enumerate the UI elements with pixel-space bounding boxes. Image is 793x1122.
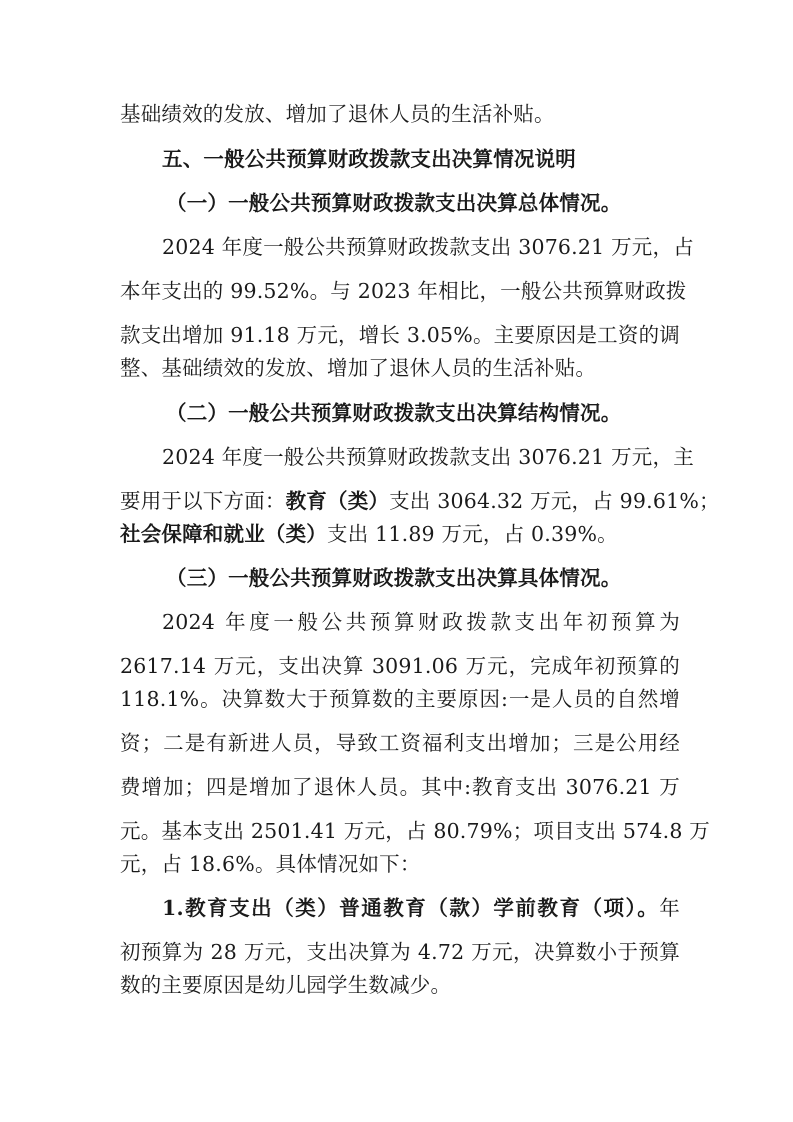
section-heading-5: 五、一般公共预算财政拨款支出决算情况说明 (162, 147, 576, 171)
paragraph-line: 初预算为 28 万元，支出决算为 4.72 万元，决算数小于预算 (120, 940, 680, 964)
paragraph-line (120, 519, 680, 549)
category-social-security: 社会保障和就业（类） (120, 522, 327, 546)
paragraph-line: 数的主要原因是幼儿园学生数减少。 (120, 973, 452, 997)
paragraph-line: 2024 年度一般公共预算财政拨款支出年初预算为 (162, 610, 680, 634)
subsection-heading-2: （二）一般公共预算财政拨款支出决算结构情况。 (166, 401, 622, 425)
paragraph-line: 2617.14 万元，支出决算 3091.06 万元，完成年初预算的 (120, 654, 680, 678)
paragraph-line: 款支出增加 91.18 万元，增长 3.05%。主要原因是工资的调 (120, 323, 680, 347)
subsection-heading-1: （一）一般公共预算财政拨款支出决算总体情况。 (166, 191, 622, 215)
paragraph-line: 2024 年度一般公共预算财政拨款支出 3076.21 万元，主 (162, 445, 694, 469)
text-segment: 年 (659, 896, 680, 920)
paragraph-line: 整、基础绩效的发放、增加了退休人员的生活补贴。 (120, 356, 597, 380)
text-segment: 支出 11.89 万元，占 0.39%。 (327, 522, 618, 546)
paragraph-line (162, 893, 680, 923)
paragraph-line: 元，占 18.6%。具体情况如下： (120, 852, 421, 876)
text-segment: 支出 3064.32 万元，占 99.61%； (389, 489, 720, 513)
item-heading-1: 1.教育支出（类）普通教育（款）学前教育（项）。 (162, 896, 660, 920)
paragraph-line: 资；二是有新进人员，导致工资福利支出增加；三是公用经 (120, 731, 680, 755)
category-education: 教育（类） (285, 489, 390, 513)
subsection-heading-3: （三）一般公共预算财政拨款支出决算具体情况。 (166, 566, 622, 590)
paragraph-line: 元。基本支出 2501.41 万元，占 80.79%；项目支出 574.8 万 (120, 819, 711, 843)
paragraph-line: 费增加；四是增加了退休人员。其中:教育支出 3076.21 万 (120, 775, 680, 799)
paragraph-line: 118.1%。决算数大于预算数的主要原因:一是人员的自然增 (120, 687, 680, 711)
paragraph-line: 本年支出的 99.52%。与 2023 年相比，一般公共预算财政拨 (120, 279, 687, 303)
paragraph-line: 基础绩效的发放、增加了退休人员的生活补贴。 (120, 102, 555, 126)
paragraph-line (120, 486, 720, 516)
paragraph-line: 2024 年度一般公共预算财政拨款支出 3076.21 万元，占 (162, 235, 694, 259)
text-segment: 要用于以下方面： (120, 489, 286, 513)
